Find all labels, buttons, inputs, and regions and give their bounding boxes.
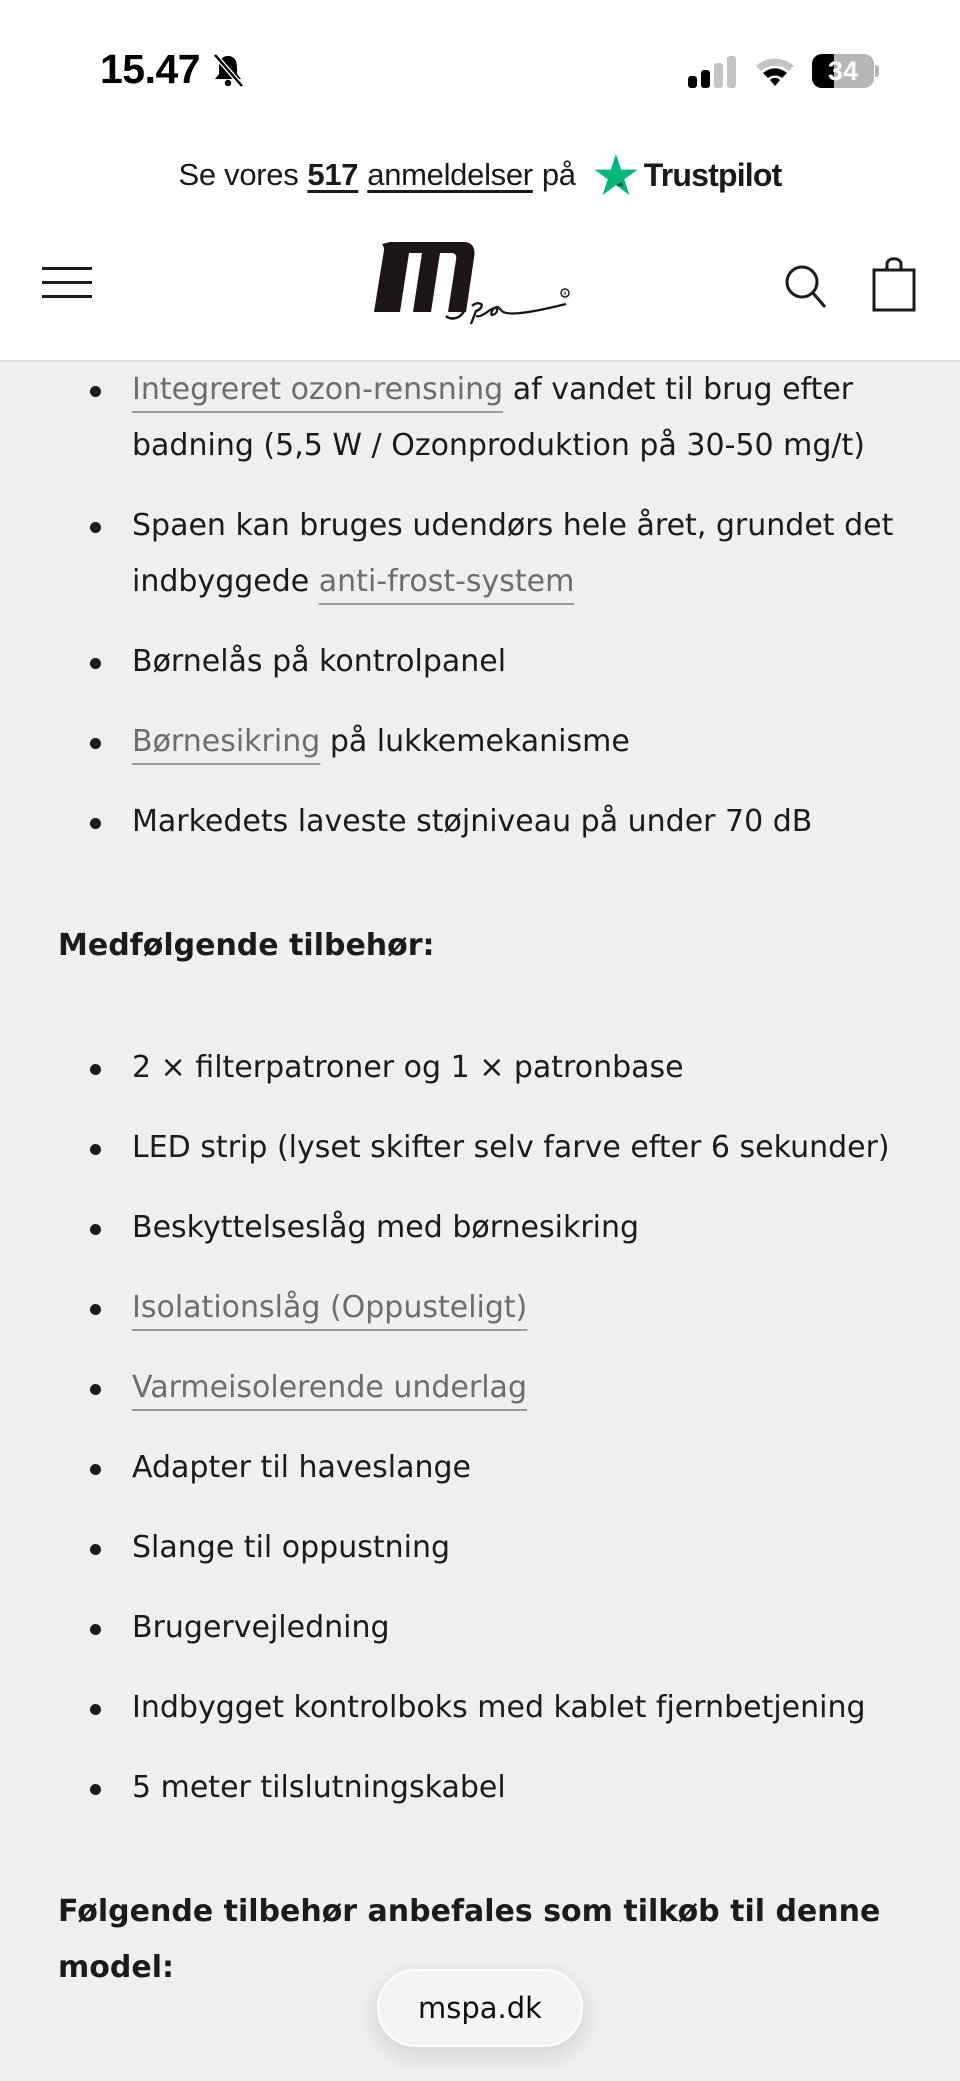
recommended-accessories-heading: Følgende tilbehør anbefales som tilkøb til denne model: (58, 1894, 881, 1985)
status-time: 15.47 (100, 46, 201, 92)
banner-suffix: på (541, 157, 576, 192)
ozone-cleaning-link[interactable]: Integreret ozon-rensning (132, 372, 504, 407)
list-item (0, 498, 960, 610)
list-item-text: af vandet til brug efter badning (5,5 W / Ozonproduktion på 30-50 mg/t) (132, 372, 865, 463)
bell-slash-icon (210, 52, 246, 88)
list-item-text: Markedets laveste støjniveau på under 70 dB (132, 804, 813, 839)
review-count-link[interactable]: 517 (307, 157, 359, 192)
shopping-bag-icon[interactable] (870, 255, 918, 313)
cellular-signal-icon (688, 56, 738, 88)
banner-prefix: Se vores (178, 157, 299, 192)
included-accessories-heading: Medfølgende tilbehør: (58, 928, 435, 963)
list-item-text: 2 × filterpatroner og 1 × patronbase (132, 1050, 684, 1085)
list-item (0, 794, 960, 850)
list-item-text: Brugervejledning (132, 1610, 390, 1645)
insulation-lid-link[interactable]: Isolationslåg (Oppusteligt) (132, 1290, 528, 1325)
list-item (0, 1520, 960, 1576)
status-bar (0, 0, 960, 140)
child-safety-link[interactable]: Børnesikring (132, 724, 321, 759)
heat-insulating-mat-link[interactable]: Varmeisolerende underlag (132, 1370, 527, 1405)
trustpilot-banner[interactable] (0, 140, 960, 210)
list-item (0, 1040, 960, 1096)
list-item (0, 1280, 960, 1336)
list-item (0, 1440, 960, 1496)
svg-text:R: R (563, 291, 567, 298)
trustpilot-star-icon (594, 153, 638, 197)
trustpilot-brand: Trustpilot (643, 156, 782, 193)
list-item-text: Beskyttelseslåg med børnesikring (132, 1210, 640, 1245)
list-item-text: 5 meter tilslutningskabel (132, 1770, 506, 1805)
included-accessories-list (0, 1040, 960, 1816)
list-item (0, 714, 960, 770)
battery-percent: 34 (827, 56, 859, 86)
battery-indicator (812, 54, 878, 88)
list-item (0, 1760, 960, 1816)
hamburger-menu-icon[interactable] (42, 262, 94, 302)
list-item-text: Børnelås på kontrolpanel (132, 644, 507, 679)
list-item (0, 1360, 960, 1416)
list-item (0, 634, 960, 690)
product-description (0, 362, 960, 1996)
browser-address-pill[interactable]: mspa.dk (377, 1969, 583, 2047)
list-item-text: Adapter til haveslange (132, 1450, 471, 1485)
anti-frost-link[interactable]: anti-frost-system (318, 564, 575, 599)
list-item-text: Spaen kan bruges udendørs hele året, grundet det indbyggede (132, 508, 894, 599)
list-item (0, 1200, 960, 1256)
list-item (0, 362, 960, 474)
list-item-text: på lukkemekanisme (320, 724, 630, 759)
list-item-text: Slange til oppustning (132, 1530, 451, 1565)
list-item-text: LED strip (lyset skifter selv farve efter 6 sekunder) (132, 1130, 890, 1165)
search-icon[interactable] (782, 262, 830, 310)
list-item-text: Indbygget kontrolboks med kablet fjernbetjening (132, 1690, 866, 1725)
list-item (0, 1120, 960, 1176)
feature-list (0, 362, 960, 850)
wifi-icon (754, 55, 796, 89)
reviews-link[interactable]: anmeldelser (367, 157, 533, 192)
list-item (0, 1680, 960, 1736)
list-item (0, 1600, 960, 1656)
mspa-logo[interactable] (368, 236, 574, 330)
